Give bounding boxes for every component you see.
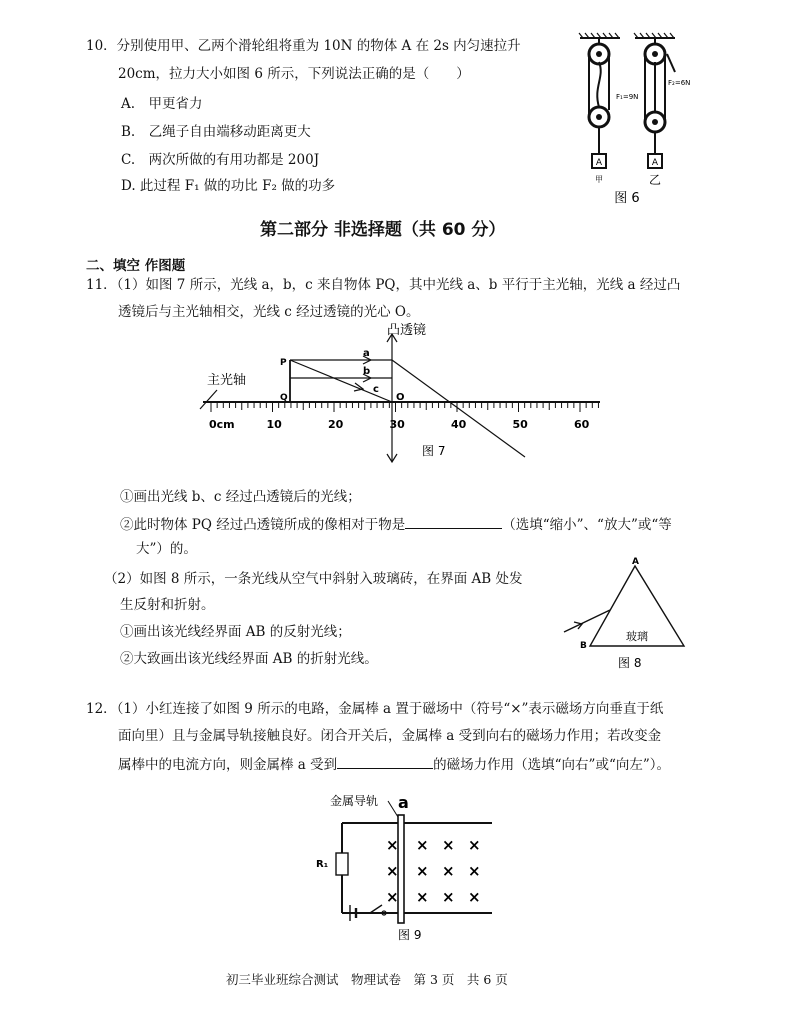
figure-9-field-cross: ×	[468, 836, 481, 854]
figure-7-q: Q	[280, 393, 288, 403]
figure-7-lens	[195, 322, 615, 467]
figure-9-field-cross: ×	[416, 888, 429, 906]
q10-stem-line1: 10．分别使用甲、乙两个滑轮组将重为 10N 的物体 A 在 2s 内匀速拉升	[86, 38, 521, 54]
figure-7-tick-label: 0cm	[209, 418, 235, 431]
figure-7-tick-label: 50	[512, 418, 528, 431]
figure-7-o: O	[396, 392, 405, 403]
q10-option-a: A. 甲更省力	[121, 96, 203, 112]
q12-stem-line1: 12．（1）小红连接了如图 9 所示的电路，金属棒 a 置于磁场中（符号“×”表示磁场方向垂直于纸	[86, 701, 664, 717]
figure-9-field-cross: ×	[442, 888, 455, 906]
figure-7-tick-label: 40	[451, 418, 467, 431]
figure-7-tick-label: 20	[328, 418, 344, 431]
q11-part2-sub1: ①画出该光线经界面 AB 的反射光线；	[120, 624, 351, 640]
figure-6-caption: 图 6	[614, 191, 640, 206]
figure-7-caption: 图 7	[422, 444, 446, 458]
figure-8-prism	[560, 552, 720, 672]
figure-6-label-yi: 乙	[648, 173, 662, 187]
q12-stem-line3	[118, 754, 670, 774]
q12-line3-options: 的磁场力作用（选填“向右”或“向左”）。	[433, 757, 670, 773]
figure-7-tick-label: 60	[574, 418, 590, 431]
figure-9-field-cross: ×	[416, 862, 429, 880]
q11-sub2-options: （选填“缩小”、“放大”或“等	[502, 517, 672, 533]
figure-9-field-cross: ×	[416, 836, 429, 854]
figure-7-axis-label: 主光轴	[207, 373, 247, 388]
figure-8-caption: 图 8	[618, 656, 642, 670]
q12-stem-line2: 面向里）且与金属导轨接触良好。闭合开关后，金属棒 a 受到向右的磁场力作用；若改变金	[118, 728, 662, 744]
figure-7-tick-label: 10	[266, 418, 282, 431]
figure-9-field-cross: ×	[468, 888, 481, 906]
figure-7-tick-label: 30	[389, 418, 405, 431]
figure-6-box-yi: A	[651, 158, 659, 168]
figure-9-field-cross: ×	[442, 836, 455, 854]
figure-9-caption: 图 9	[398, 928, 422, 942]
figure-9-circuit	[312, 795, 512, 945]
q11-sub2-end: 大”）的。	[136, 541, 197, 557]
figure-9-rod-a: a	[398, 793, 409, 812]
q11-stem-line2: 透镜后与主光轴相交，光线 c 经过透镜的光心 O。	[118, 304, 420, 320]
q11-part2-line2: 生反射和折射。	[120, 597, 215, 613]
q11-answer-blank[interactable]	[405, 514, 502, 529]
figure-7-ray-a: a	[363, 348, 370, 359]
figure-9-field-cross: ×	[386, 888, 399, 906]
q11-sub2	[120, 514, 672, 534]
figure-7-ray-b: b	[363, 366, 371, 377]
figure-6-box-jia: A	[595, 158, 603, 168]
part2-title: 第二部分 非选择题（共 60 分）	[260, 220, 506, 240]
q11-part2-sub2: ②大致画出该光线经界面 AB 的折射光线。	[120, 651, 378, 667]
figure-6-pulleys	[575, 32, 715, 207]
q11-part2-line1: （2）如图 8 所示，一条光线从空气中斜射入玻璃砖，在界面 AB 处发	[104, 571, 523, 587]
figure-9-r1: R₁	[316, 859, 329, 870]
page-footer: 初三毕业班综合测试 物理试卷 第 3 页 共 6 页	[226, 972, 508, 987]
q11-sub2-text: ②此时物体 PQ 经过凸透镜所成的像相对于物是	[120, 517, 406, 533]
figure-7-lens-label: 凸透镜	[387, 323, 427, 338]
figure-6-f1: F₁=9N	[616, 93, 639, 101]
q10-option-b: B. 乙绳子自由端移动距离更大	[121, 124, 311, 140]
figure-6-label-jia: 甲	[595, 175, 603, 184]
figure-7-p: P	[280, 358, 287, 368]
figure-9-field-cross: ×	[442, 862, 455, 880]
q10-stem-line2: 20cm，拉力大小如图 6 所示，下列说法正确的是（ ）	[118, 66, 470, 82]
figure-8-vertex-b: B	[580, 641, 587, 651]
figure-7-ray-c: c	[373, 384, 379, 395]
q11-stem-line1: 11．（1）如图 7 所示，光线 a，b，c 来自物体 PQ，其中光线 a、b 平行于主光轴，光线 a 经过凸	[86, 277, 681, 293]
figure-9-rail-label: 金属导轨	[330, 794, 379, 808]
figure-6-f2: F₂=6N	[668, 79, 691, 87]
q10-option-d: D. 此过程 F₁ 做的功比 F₂ 做的功多	[121, 178, 336, 194]
q10-option-c: C. 两次所做的有用功都是 200J	[121, 152, 320, 168]
q12-answer-blank[interactable]	[337, 754, 433, 769]
figure-8-glass-label: 玻璃	[626, 630, 648, 643]
figure-9-field-cross: ×	[386, 836, 399, 854]
figure-9-field-cross: ×	[468, 862, 481, 880]
figure-8-vertex-a: A	[632, 557, 639, 567]
q11-sub1: ①画出光线 b、c 经过凸透镜后的光线；	[120, 489, 361, 505]
section-heading: 二、填空 作图题	[86, 258, 186, 274]
figure-9-field-cross: ×	[386, 862, 399, 880]
q12-line3-text: 属棒中的电流方向，则金属棒 a 受到	[118, 757, 338, 773]
